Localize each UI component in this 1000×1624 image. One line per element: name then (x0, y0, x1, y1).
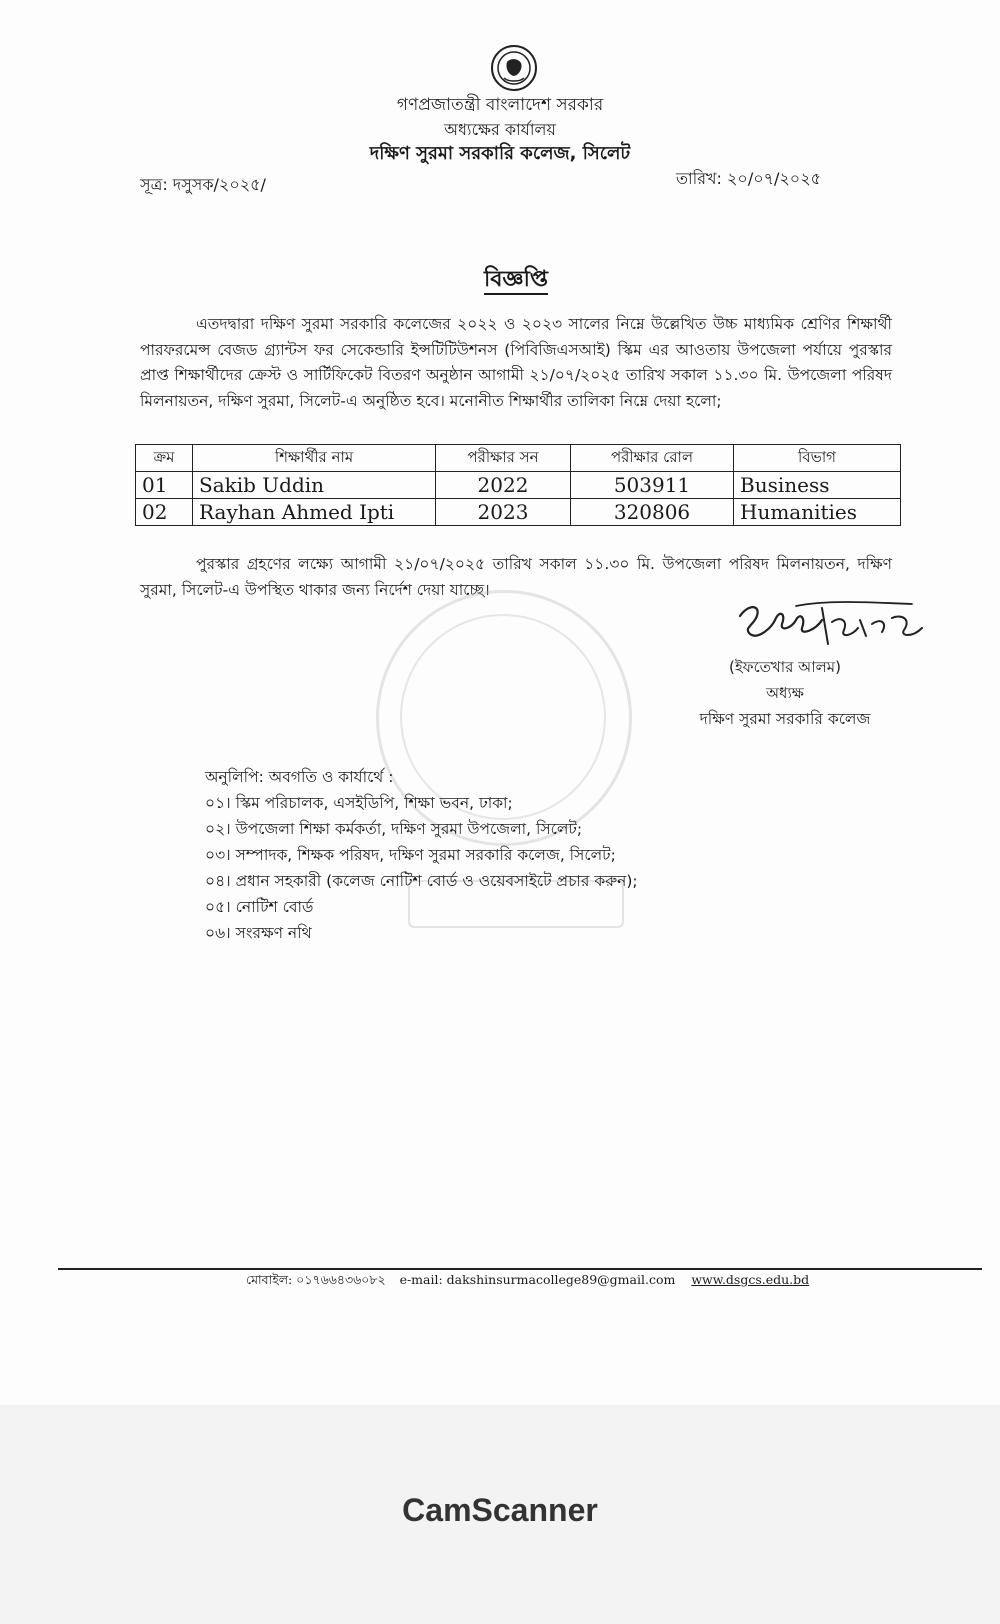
column-header-roll: পরীক্ষার রোল (571, 445, 734, 472)
notice-title-text: বিজ্ঞপ্তি (484, 267, 548, 295)
column-header-department: বিভাগ (734, 445, 901, 472)
signatory-college: দক্ষিণ সুরমা সরকারি কলেজ (699, 710, 871, 728)
list-item: ০৩। সম্পাদক, শিক্ষক পরিষদ, দক্ষিণ সুরমা সরকারি কলেজ, সিলেট; (205, 846, 616, 864)
list-item: ০২। উপজেলা শিক্ষা কর্মকর্তা, দক্ষিণ সুরমা উপজেলা, সিলেট; (205, 820, 583, 838)
cell-department: Business (734, 472, 901, 499)
notice-paragraph-2: পুরস্কার গ্রহণের লক্ষ্যে আগামী ২১/০৭/২০২৫ তারিখ সকাল ১১.৩০ মি. উপজেলা পরিষদ মিলনায়তন, দক্ষিণ সুরমা, সিলেট-এ উপস্থিত থাকার জন্য নির্দেশ দেয়া যাচ্ছে। (140, 555, 892, 599)
notice-date: তারিখ: ২০/০৭/২০২৫ (676, 169, 821, 188)
footer-phone: মোবাইল: ০১৭৬৬৪৩৬০৮২ (246, 1272, 386, 1287)
cell-serial: 02 (136, 499, 193, 526)
list-item: ০৪। প্রধান সহকারী (কলেজ নোটিশ বোর্ড ও ওয়েবসাইটে প্রচার করুন); (205, 872, 638, 890)
handwritten-signature (736, 598, 926, 658)
copy-to-list (205, 764, 638, 946)
header-government: গণপ্রজাতন্ত্রী বাংলাদেশ সরকার (396, 95, 604, 115)
student-table (135, 444, 901, 526)
footer-email: e-mail: dakshinsurmacollege89@gmail.com (399, 1272, 676, 1287)
footer-website: www.dsgcs.edu.bd (691, 1272, 810, 1287)
signatory-designation: অধ্যক্ষ (766, 684, 804, 702)
column-header-year: পরীক্ষার সন (436, 445, 571, 472)
cell-name: Sakib Uddin (193, 472, 436, 499)
cell-roll: 320806 (571, 499, 734, 526)
list-item: ০১। স্কিম পরিচালক, এসইডিপি, শিক্ষা ভবন, ঢাকা; (205, 794, 513, 812)
header-college: দক্ষিণ সুরমা সরকারি কলেজ, সিলেট (369, 143, 631, 164)
cell-roll: 503911 (571, 472, 734, 499)
cell-name: Rayhan Ahmed Ipti (193, 499, 436, 526)
cell-year: 2023 (436, 499, 571, 526)
cell-serial: 01 (136, 472, 193, 499)
table-row (136, 499, 901, 526)
table-row (136, 472, 901, 499)
signatory-name: (ইফতেখার আলম) (729, 658, 841, 676)
list-item: ০৬। সংরক্ষণ নথি (205, 924, 312, 942)
reference-number: সূত্র: দসুসক/২০২৫/ (140, 175, 266, 194)
list-item: ০৫। নোটিশ বোর্ড (205, 898, 314, 916)
footer-divider (58, 1268, 982, 1270)
cell-department: Humanities (734, 499, 901, 526)
column-header-name: শিক্ষার্থীর নাম (193, 445, 436, 472)
cell-year: 2022 (436, 472, 571, 499)
camscanner-brand: CamScanner (402, 1492, 598, 1528)
footer-contact (246, 1272, 809, 1292)
government-emblem-icon (490, 44, 538, 92)
table-header-row (136, 445, 901, 472)
header-office: অধ্যক্ষের কার্যালয় (444, 120, 556, 139)
notice-paragraph-1: এতদদ্বারা দক্ষিণ সুরমা সরকারি কলেজের ২০২২ ও ২০২৩ সালের নিম্নে উল্লেখিত উচ্চ মাধ্যমিক শ্রেণির শিক্ষার্থী পারফরমেন্স বেজড গ্র্যান্টস ফর সেকেন্ডারি ইন্সটিটিউশনস (পিবিজিএসআই) স্কিম এর আওতায় উপজেলা পর্যায়ে পুরস্কার প্রাপ্ত শিক্ষার্থীদের ক্রেস্ট ও সার্টিফিকেট বিতরণ অনুষ্ঠান আগামী ২১/০৭/২০২৫ তারিখ সকাল ১১.৩০ মি. উপজেলা পরিষদ মিলনায়তন, দক্ষিণ সুরমা, সিলেট-এ অনুষ্ঠিত হবে। মনোনীত শিক্ষার্থীর তালিকা নিম্নে দেয়া হলো; (140, 315, 892, 410)
column-header-serial: ক্রম (136, 445, 193, 472)
notice-title (400, 262, 632, 299)
copy-to-heading: অনুলিপি: অবগতি ও কার্যার্থে : (205, 768, 394, 786)
